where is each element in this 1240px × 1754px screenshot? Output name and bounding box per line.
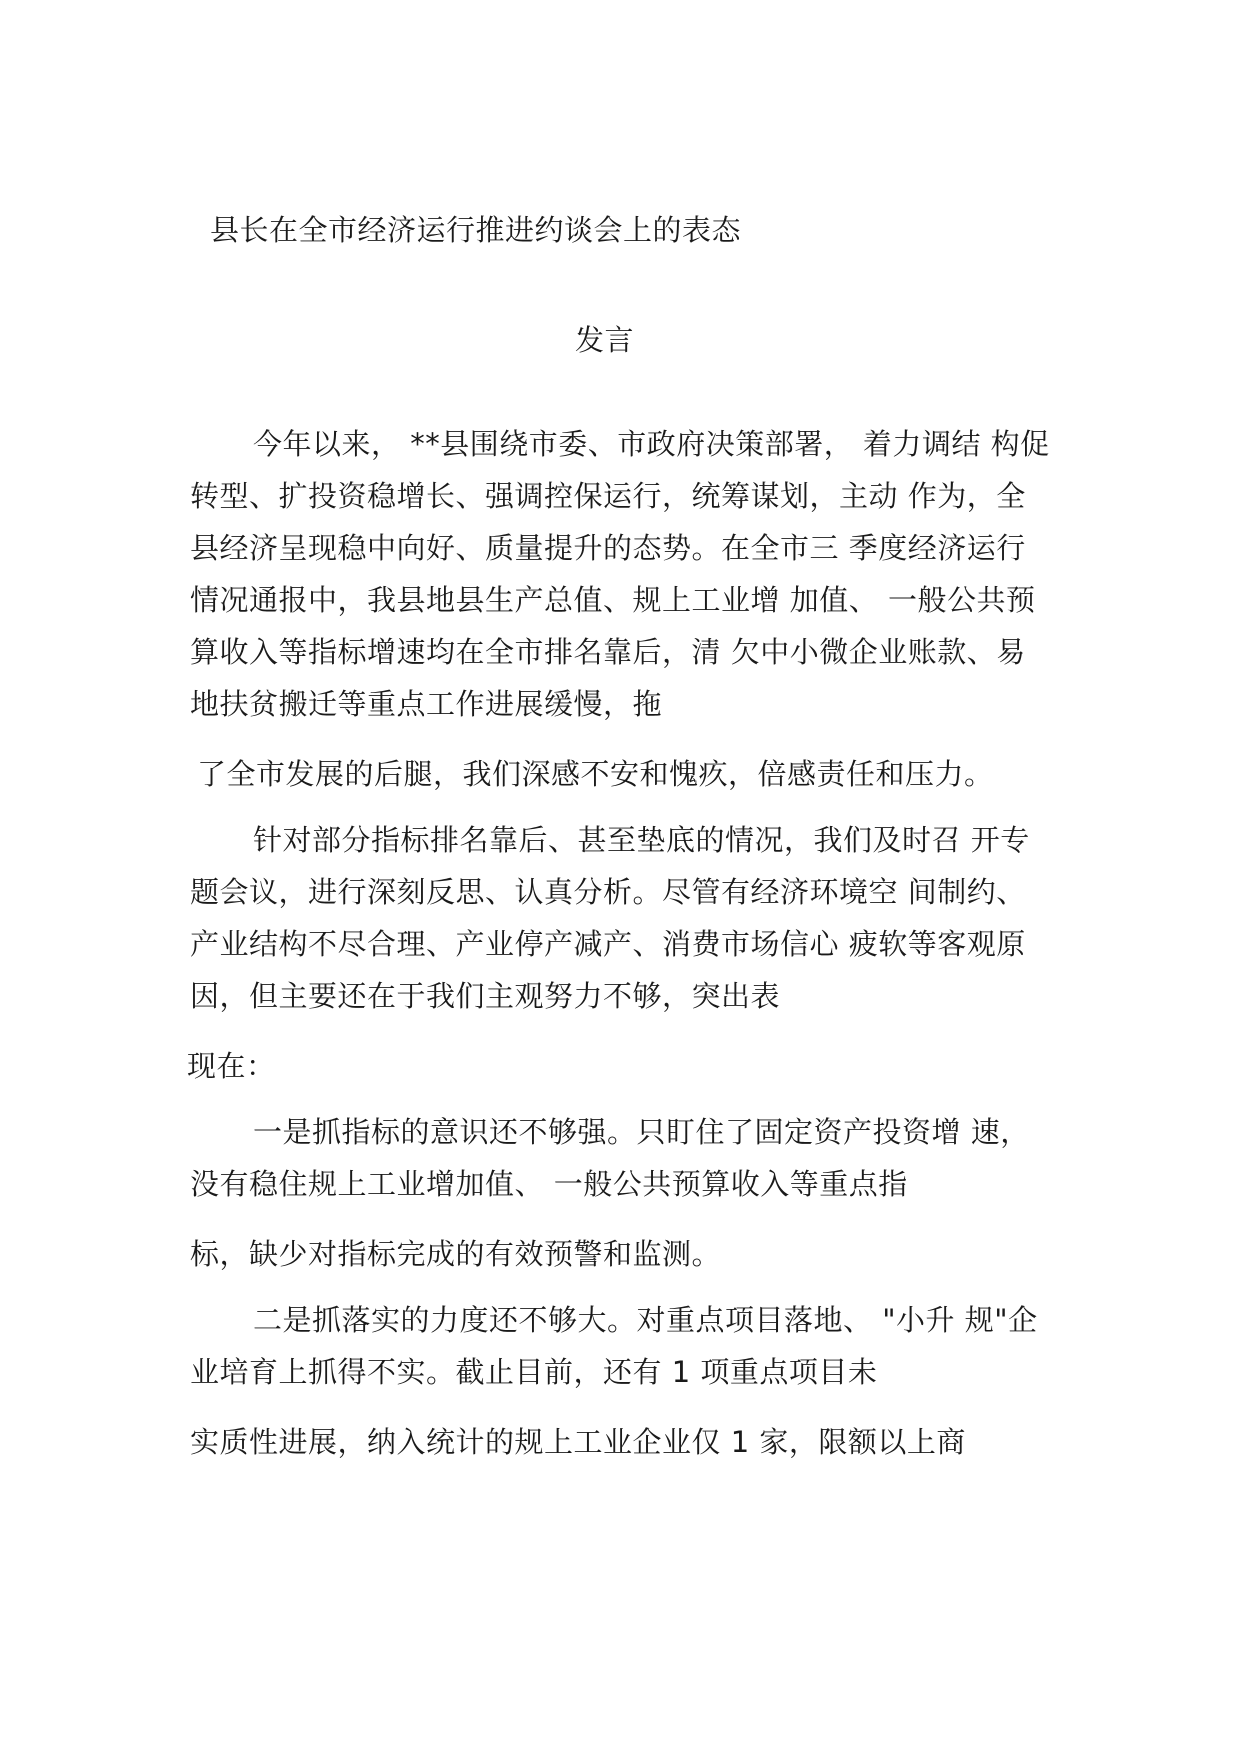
- body-line: 地扶贫搬迁等重点工作进展缓慢，拖: [190, 687, 663, 721]
- body-line: 标，缺少对指标完成的有效预警和监测。: [190, 1237, 722, 1271]
- body-line: 情况通报中，我县地县生产总值、规上工业增 加值、 一般公共预: [190, 583, 1036, 617]
- body-line: 业培育上抓得不实。截止目前，还有 1 项重点项目未: [190, 1355, 878, 1389]
- document-title-line-2: 发言: [575, 323, 635, 357]
- body-line: 因，但主要还在于我们主观努力不够，突出表: [190, 979, 781, 1013]
- body-line: 针对部分指标排名靠后、甚至垫底的情况，我们及时召 开专: [253, 823, 1030, 857]
- body-line: 二是抓落实的力度还不够大。对重点项目落地、 "小升 规"企: [253, 1303, 1038, 1337]
- body-line: 今年以来， **县围绕市委、市政府决策部署， 着力调结 构促: [253, 427, 1050, 461]
- body-line: 题会议，进行深刻反思、认真分析。尽管有经济环境空 间制约、: [190, 875, 1026, 909]
- body-line: 一是抓指标的意识还不够强。只盯住了固定资产投资增 速，: [253, 1115, 1030, 1149]
- body-line: 转型、扩投资稳增长、强调控保运行，统筹谋划，主动 作为，全: [190, 479, 1026, 513]
- body-line: 没有稳住规上工业增加值、 一般公共预算收入等重点指: [190, 1167, 908, 1201]
- body-line: 实质性进展，纳入统计的规上工业企业仅 1 家，限额以上商: [190, 1425, 966, 1459]
- body-line: 产业结构不尽合理、产业停产减产、消费市场信心 疲软等客观原: [190, 927, 1026, 961]
- body-line: 了全市发展的后腿，我们深感不安和愧疚，倍感责任和压力。: [197, 757, 994, 791]
- body-line: 县经济呈现稳中向好、质量提升的态势。在全市三 季度经济运行: [190, 531, 1026, 565]
- body-line: 现在：: [187, 1049, 276, 1083]
- body-line: 算收入等指标增速均在全市排名靠后，清 欠中小微企业账款、易: [190, 635, 1026, 669]
- document-title-line-1: 县长在全市经济运行推进约谈会上的表态: [210, 213, 742, 247]
